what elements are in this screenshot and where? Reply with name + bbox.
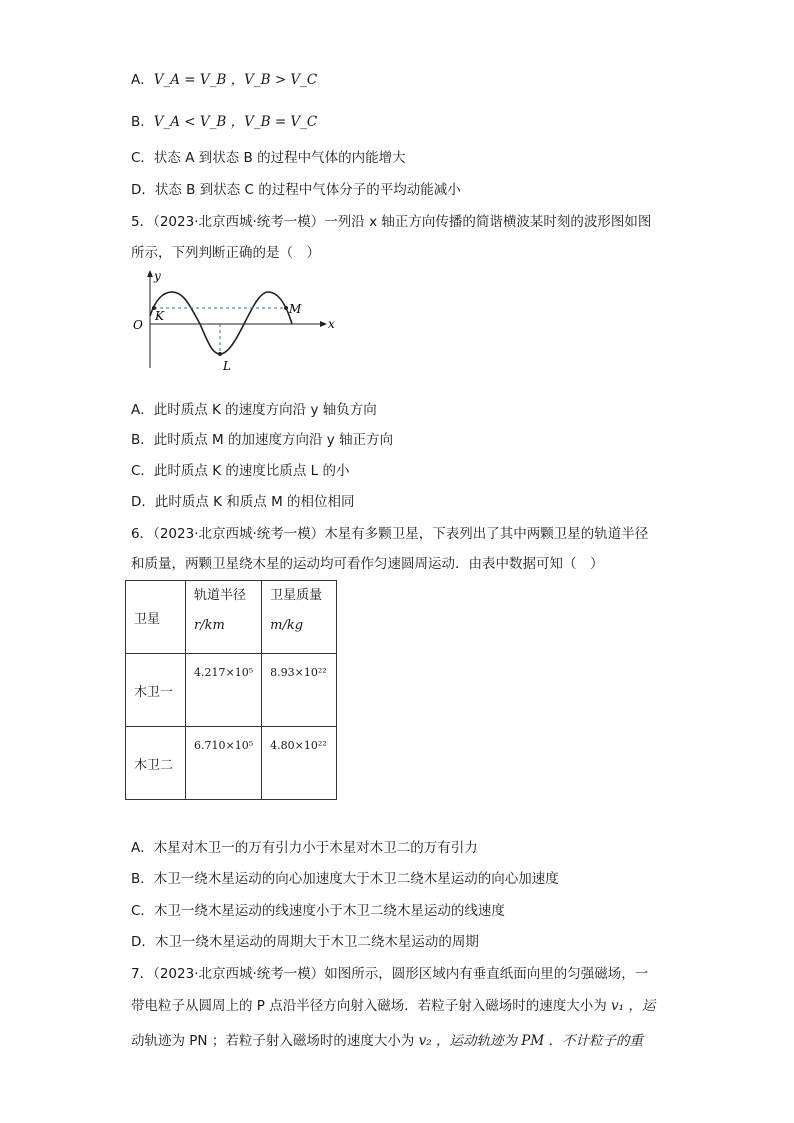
q4-option-c: C．状态 A 到状态 B 的过程中气体的内能增大 [131,150,406,166]
y-axis-arrow [147,270,153,277]
q6-option-a: A．木星对木卫一的万有引力小于木星对木卫二的万有引力 [131,840,478,856]
wave-curve [150,292,292,354]
header-mass [262,581,337,654]
q5-stem-line2: 所示，下列判断正确的是（ ） [131,245,320,261]
q7-line1: 7．（2023·北京西城·统考一模）如图所示，圆形区域内有垂直纸面向里的匀强磁场，一 [131,966,649,982]
option-label: B． [131,114,154,130]
header-radius-title: 轨道半径 [194,588,247,603]
q7-line3-v2: v₂ ，运动轨迹为 PM ．不计粒子的重 [418,1033,643,1049]
q4-option-b [131,112,317,132]
row1-radius [186,654,262,727]
point-l [218,352,222,356]
row2-mass [262,727,337,800]
table-row [126,727,337,800]
table-row [126,654,337,727]
q4-option-a [131,70,317,90]
row2-radius-value: 6.710×10⁵ [194,739,254,752]
label-l: L [223,359,231,373]
q7-line2 [131,996,655,1016]
table-header-row [126,581,337,654]
row2-radius [186,727,262,800]
q7-line2-text: 带电粒子从圆周上的 P 点沿半径方向射入磁场．若粒子射入磁场时的速度大小为 [131,998,612,1014]
row1-name: 木卫一 [126,654,186,727]
header-mass-unit: m/kg [270,618,304,633]
option-b-math: V_A < V_B ，V_B = V_C [153,114,318,130]
option-label: A． [131,72,154,88]
point-m [284,306,288,310]
row2-mass-value: 4.80×10²² [270,739,327,752]
q5-option-d: D．此时质点 K 和质点 M 的相位相同 [131,494,355,510]
q5-stem-line1: 5．（2023·北京西城·统考一模）一列沿 x 轴正方向传播的简谐横波某时刻的波形图如图 [131,214,652,230]
q5-option-c: C．此时质点 K 的速度比质点 L 的小 [131,463,350,479]
q6-option-d: D．木卫一绕木星运动的周期大于木卫二绕木星运动的周期 [131,934,479,950]
header-mass-title: 卫星质量 [270,588,323,603]
label-y: y [154,269,161,283]
q7-line3 [131,1031,643,1051]
wave-figure [128,268,338,376]
label-x: x [328,317,335,331]
q6-option-b: B．木卫一绕木星运动的向心加速度大于木卫二绕木星运动的向心加速度 [131,871,559,887]
satellite-table [125,580,337,800]
row1-mass-value: 8.93×10²² [270,666,327,679]
row1-mass [262,654,337,727]
header-radius [186,581,262,654]
row1-radius-value: 4.217×10⁵ [194,666,254,679]
label-m: M [289,302,302,316]
header-satellite: 卫星 [126,581,186,654]
x-axis-arrow [320,321,327,327]
label-origin: O [133,318,143,332]
q7-line3-text: 动轨迹为 PN ；若粒子射入磁场时的速度大小为 [131,1033,419,1049]
q5-option-b: B．此时质点 M 的加速度方向沿 y 轴正方向 [131,432,394,448]
header-radius-unit: r/km [194,618,225,633]
q5-option-a: A．此时质点 K 的速度方向沿 y 轴负方向 [131,402,377,418]
label-k: K [155,309,164,323]
option-a-math: V_A = V_B ，V_B > V_C [153,72,318,88]
row2-name: 木卫二 [126,727,186,800]
q6-option-c: C．木卫一绕木星运动的线速度小于木卫二绕木星运动的线速度 [131,903,505,919]
q6-stem-line2: 和质量，两颗卫星绕木星的运动均可看作匀速圆周运动．由表中数据可知（ ） [131,556,604,572]
q7-line2-v1: v₁ ，运 [611,998,656,1014]
q6-stem-line1: 6．（2023·北京西城·统考一模）木星有多颗卫星，下表列出了其中两颗卫星的轨道半径 [131,526,649,542]
q4-option-d: D．状态 B 到状态 C 的过程中气体分子的平均动能减小 [131,182,461,198]
